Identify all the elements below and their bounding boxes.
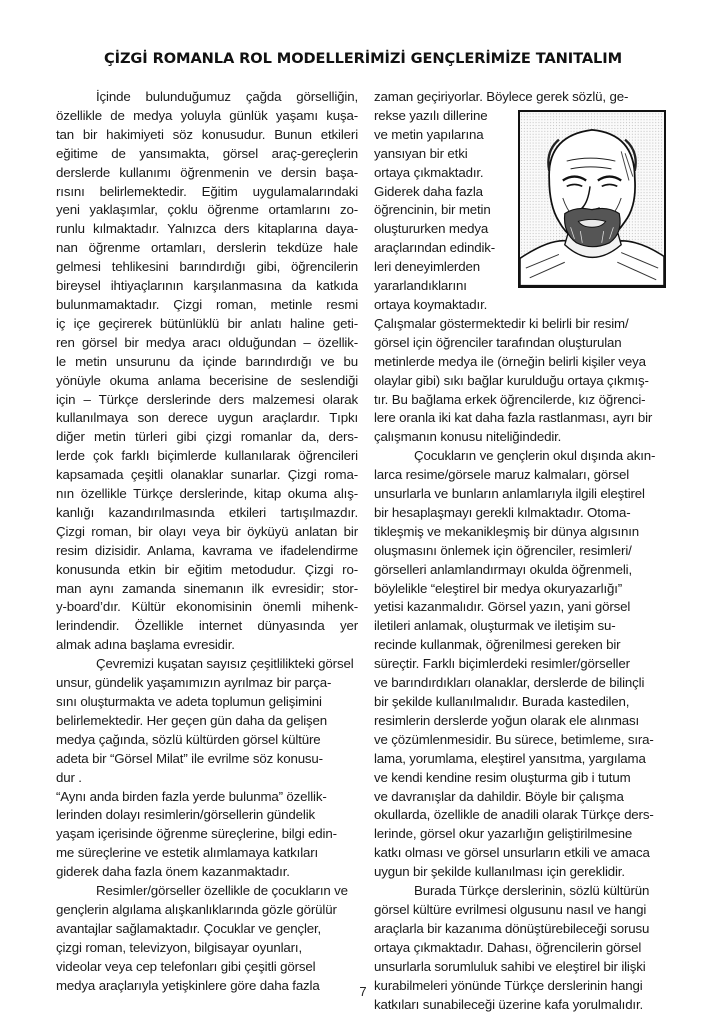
comic-portrait-bearded-man-illustration (520, 112, 664, 286)
text-line: derslerde kullanımı öğrenmenin ve dersin başa- (56, 164, 358, 180)
text-line: Burada Türkçe derslerinin, sözlü kültürün (414, 883, 650, 899)
text-line: medya araçlarıyla yetişkinlere göre daha fazla (56, 977, 320, 993)
text-line: nan öğrenme ortamları, derslerin tekdüze hale (56, 240, 358, 256)
text-line: katkıları sunabileceği üzerine kafa yorulmalıdır. (374, 996, 644, 1012)
text-line: olaylar gibi) sıkı bağlar kurulduğu ortaya çıkmış- (374, 372, 649, 388)
text-line: Resimler/görseller özellikle de çocukların ve (96, 883, 348, 899)
text-line: dur . (56, 769, 82, 785)
text-line: araçlarından edindik- (374, 240, 496, 256)
text-line: rısını belirlemektedir. Eğitim uygulamalarındaki (56, 183, 358, 199)
text-line: Çevremizi kuşatan sayısız çeşitlilikteki görsel (96, 656, 354, 672)
text-line: y-board’dır. Kültür ekonomisinin önemli mihenk- (56, 599, 358, 615)
text-line: oluştururken medya (374, 221, 489, 237)
text-line: ve kendi kendine resim oluşturma gib i tutum (374, 769, 631, 785)
text-line: görselleri anlamlandırmayı okulda öğrenmeli, (374, 561, 632, 577)
text-line: unsur, gündelik yaşamımızın ayrılmaz bir parça- (56, 675, 332, 691)
text-line: avantajlar sağlamaktadır. Çocuklar ve gençler, (56, 920, 322, 936)
text-line: ortaya çıkmaktadır. Dahası, öğrencilerin görsel (374, 939, 642, 955)
text-line: almak adına başlama evresidir. (56, 637, 235, 653)
text-line: böylelikle “eleştirel bir medya okuryazarlığı” (374, 580, 623, 596)
text-line: kanlığı kazandırılmasında etkileri tartışılmazdır. (56, 504, 358, 520)
text-line: metinlerde medya ile (örneğin belirli kişiler veya (374, 353, 646, 369)
text-line: oluşmasını önlemek için öğrenciler, resimleri/ (374, 542, 632, 558)
text-line: lerinde, görsel okur yazarlığın geliştirilmesine (374, 826, 633, 842)
text-line: Çalışmalar göstermektedir ki belirli bir resim/ (374, 315, 629, 331)
text-line: iç içe geçirerek bütünlüklü bir anlatı haline geti- (56, 315, 358, 331)
left-column (56, 88, 358, 996)
text-line: gençlerin algılama alışkanlıklarında gözle görülür (56, 901, 337, 917)
text-line: tikleşmiş ve mekanikleşmiş bir dünya algısının (374, 523, 640, 539)
text-line: uygun bir şekilde kullanılması için gereklidir. (374, 864, 625, 880)
text-line: özellikle de medya yoluyla günlük yaşamı kuşa- (56, 107, 358, 123)
page-number: 7 (359, 984, 367, 999)
text-line: görsel için öğrenciler tarafından oluşturulan (374, 334, 622, 350)
text-line: recinde kullanmak, öğrenilmesi gereken bir (374, 637, 621, 653)
text-line: çalışmanın konusu niteliğindedir. (374, 429, 562, 445)
text-line: ve metin yapılarına (374, 126, 484, 142)
text-line: yaşam içerisinde öğrenme süreçlerine, bilgi edin- (56, 826, 337, 842)
text-line: bireysel ihtiyaçlarının karşılanmasına da katkıda (56, 278, 358, 294)
text-line: yansıyan bir etki (374, 145, 468, 161)
text-line: Giderek daha fazla (374, 183, 483, 199)
text-line: lerinden dolayı resimlerin/görsellerin gündelik (56, 807, 316, 823)
text-line: ortaya koymaktadır. (374, 296, 488, 312)
text-line: lerde çok farklı biçimlerde kullanılarak öğrencileri (56, 448, 358, 464)
text-line: lerindendir. Özellikle internet dünyasında yer (56, 618, 358, 634)
text-line: bulunmamaktadır. Çizgi roman, metinle resmi (56, 296, 358, 312)
text-line: ortaya çıkmaktadır. (374, 164, 484, 180)
text-line: Çocukların ve gençlerin okul dışında akın- (414, 448, 656, 464)
text-line: lama, yorumlama, eleştirel yansıtma, yargılama (374, 750, 646, 766)
text-line: araçlarla bir kazanıma dönüştürebileceği sorusu (374, 920, 650, 936)
text-line: İçinde bulunduğumuz çağda görselliğin, (96, 89, 358, 104)
text-line: runlu kılmaktadır. Yalnızca ders kitaplarına daya- (56, 221, 358, 237)
text-line: yeni yaklaşımlar, çoklu öğrenme ortamlarını zo- (56, 202, 358, 218)
text-line: unsurlarla sorumluluk sahibi ve eleştirel bir ilişki (374, 958, 646, 974)
text-line: görsel kültüre evrilmesi olgusunu nasıl ve hangi (374, 901, 647, 917)
text-line: bir şekilde kullanılmalıdır. Burada kastedilen, (374, 694, 630, 709)
text-line: yararlandıklarını (374, 278, 467, 294)
text-line: Çizgi roman, bir olayı veya bir öyküyü anlatan bir (56, 523, 358, 539)
text-line: ve çözümlenmesidir. Bu sürece, betimleme, sıra- (374, 731, 654, 747)
text-line: rekse yazılı dillerine (374, 107, 488, 123)
text-line: ve davranışlar da dahildir. Böyle bir çalışma (374, 788, 624, 804)
article-title: ÇİZGİ ROMANLA ROL MODELLERİMİZİ GENÇLERİMİZE TANITALIM (104, 50, 622, 67)
text-line: ren görsel bir medya aracı olduğundan – özellik- (56, 334, 358, 350)
text-line: yetisi kazanmalıdır. Görsel yazın, yani görsel (374, 599, 631, 615)
text-line: lere oranla iki kat daha fazla rastlanması, ayrı bir (374, 410, 653, 426)
text-line: bir hesaplaşmayı gerekli kılmaktadır. Otoma- (374, 504, 631, 520)
text-line: yönüyle okuma anlama becerisine de seslendiği (56, 372, 358, 388)
text-line: man aynı zamanda sinemanın ilk evresidir; stor- (56, 580, 358, 596)
text-line: ve barındırdıkları olanaklar, derslerde de bilinçli (374, 675, 645, 691)
text-line: iletileri anlamak, oluşturmak ve iletişim su- (374, 618, 616, 634)
text-line: konusunda etkin bir eğitim metodudur. Çizgi ro- (56, 561, 358, 577)
text-line: çizgi roman, televizyon, bilgisayar oyunları, (56, 939, 303, 955)
text-line: belirlemektedir. Her geçen gün daha da gelişen (56, 712, 328, 728)
text-line: kurabilmeleri yönünde Türkçe derslerinin hangi (374, 977, 643, 993)
text-line: medya çağında, sözlü kültürden görsel kültüre (56, 731, 321, 747)
text-line: “Aynı anda birden fazla yerde bulunma” özellik- (56, 788, 327, 804)
text-line: resim dizisidir. Anlama, kavrama ve ifadelendirme (56, 542, 358, 558)
text-line: larca resime/görsele maruz kalmaları, görsel (374, 467, 629, 483)
text-line: videolar veya cep telefonları gibi çeşitli görsel (56, 958, 316, 974)
text-line: zaman geçiriyorlar. Böylece gerek sözlü, ge- (374, 89, 629, 104)
text-line: okullarda, özellikle de anadili olarak Türkçe ders- (374, 807, 654, 823)
text-line: adeta bir “Görsel Milat” ile evrilme söz konusu- (56, 750, 323, 766)
text-line: tır. Bu bağlama erkek öğrencilerde, kız öğrenci- (374, 391, 646, 407)
text-line: katkı olması ve görsel unsurların etkili ve amaca (374, 845, 650, 861)
text-line: tan bir hakimiyeti söz konusudur. Bunun etkileri (56, 126, 358, 142)
text-line: kapsamada çeşitli olanaklar sunarlar. Çizgi roma- (56, 467, 358, 483)
text-line: le metin unsurunu da içinde barındırdığı ve bu (56, 353, 358, 369)
text-line: giderek daha fazla önem kazanmaktadır. (56, 864, 290, 880)
text-line: leri deneyimlerden (374, 259, 480, 275)
text-line: eğitime de yansımakta, görsel araç-gereçlerin (56, 145, 358, 161)
text-line: gelmesi tehlikesini barındırdığı gibi, öğrencilerin (56, 259, 358, 275)
text-line: me süreçlerine ve estetik alımlamaya katkıları (56, 845, 319, 861)
text-line: unsurlarla ve bunların anlamlarıyla ilgili eleştirel (374, 486, 645, 502)
text-line: diğer metin türleri gibi çizgi romanlar da, ders- (56, 429, 358, 445)
comic-portrait-figure (518, 110, 666, 288)
text-line: sını oluşturmakta ve adeta toplumun gelişimini (56, 694, 322, 709)
text-line: nın özellikle Türkçe derslerinde, kitap okuma alış- (56, 486, 358, 502)
text-line: öğrencinin, bir metin (374, 202, 491, 218)
text-line: için – Türkçe derslerinde ders malzemesi olarak (56, 391, 358, 407)
text-line: resimlerin derslerde yoğun olarak ele alınması (374, 712, 640, 728)
text-line: süreçtir. Farklı biçimlerdeki resimler/görseller (374, 656, 630, 672)
text-line: kullanılmaya son derece uygun araçlardır. Tıpkı (56, 410, 358, 426)
